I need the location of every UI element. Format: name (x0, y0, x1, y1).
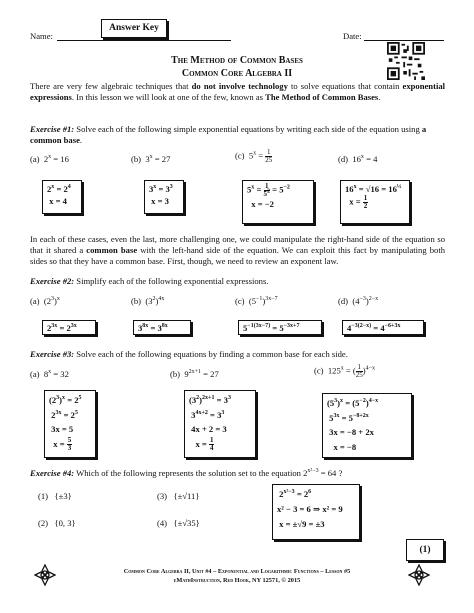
exercise-3-prompt: Exercise #3: Solve each of the following equations by finding a common base for each side. (30, 349, 348, 359)
exercise-2-prompt: Exercise #2: Simplify each of the following exponential expressions. (30, 276, 269, 286)
date-label: Date: (343, 31, 362, 41)
ex3-part-c: (c) $125^x$ = ( $\frac{1}{25}$ )$^{4-x}$ (314, 363, 376, 379)
ex2-part-d: (d) $(4^{-3})^{2-x}$ (338, 296, 379, 306)
choice-2[interactable]: (2) {0, 3} (38, 518, 76, 528)
ex2-b-answer: $3^{8x} = 3^{8x}$ (133, 320, 191, 335)
choice-1[interactable]: (1) {±3} (38, 491, 72, 501)
exercise-1-prompt: Exercise #1: Solve each of the following simple exponential equations by writing each side of the equation using a common base. (30, 124, 427, 146)
ex2-part-c: (c) $(5^{-1})^{3x-7}$ (235, 296, 278, 306)
ex3-c-answer: $(5^3)^x = (5^{-2})^{4-x}$ $5^{3x} = 5^{-8+2x}$ 3x = −8 + 2x x = −8 (322, 393, 412, 458)
answer-key-badge: Answer Key (101, 19, 167, 38)
ex1-part-a: (a) $2^x = 16$ (30, 154, 69, 164)
ex1-b-answer: $3^x = 3^3$ x = 3 (144, 180, 184, 214)
date-line[interactable] (364, 40, 444, 41)
choice-3[interactable]: (3) {±√11} (157, 491, 200, 501)
ex2-d-answer: $4^{-3(2-x)} = 4^{-6+3x}$ (342, 320, 424, 335)
ex2-c-answer: $5^{-1(3x-7)} = 5^{-3x+7}$ (238, 320, 322, 335)
exponent-law-paragraph: In each of these cases, even the last, more challenging one, we could manipulate the right-hand side of the equation so that it shared a common base with the left-hand side of the equation. We can exploit this fact by manipulating both sides so that they have a common base. First, though, we need to review an exponent law. (30, 234, 446, 267)
ex1-part-d: (d) $16^x = 4$ (338, 154, 378, 164)
ex2-a-answer: $2^{3x} = 2^{3x}$ (42, 320, 96, 335)
ex4-work: $2^{x^2-3} = 2^6$ x² − 3 = 6 ⇒ x² = 9 x = ±√9 = ±3 (272, 484, 360, 540)
ex1-part-c: (c) $5^x$ = $\frac{1}{25}$ (235, 148, 273, 164)
ex2-part-a: (a) $(2^3)^x$ (30, 296, 60, 306)
page-footer: Common Core Algebra II, Unit #4 – Exponential and Logarithmic Functions – Lesson #5 eMathInstruction, Red Hook, NY 12571, © 2015 (123, 568, 351, 585)
ex1-a-answer: $2^x = 2^4$ x = 4 (42, 180, 82, 214)
name-label: Name: (30, 31, 53, 41)
ex1-part-b: (b) $3^x = 27$ (131, 154, 171, 164)
ex2-part-b: (b) $(3^2)^{4x}$ (131, 296, 165, 306)
ex1-d-answer: $16^x = √16 = 16^{\frac{1}{2}}$ x = $\frac{1}{2}$ (340, 180, 410, 224)
ex1-c-answer: $5^x$ = $\frac{1}{5^2}$ = $5^{-2}$ x = −2 (242, 180, 314, 224)
ex3-a-answer: $(2^3)^x = 2^5$ $2^{3x} = 2^5$ 3x = 5 x = $\frac{5}{3}$ (44, 390, 96, 458)
exercise-4-prompt: Exercise #4: Which of the following represents the solution set to the equation $2^{x^2-3} = 64$ ? (30, 468, 343, 478)
ex4-answer-box: (1) (406, 539, 444, 561)
page-title: The Method of Common Bases Common Core Algebra II (171, 55, 303, 79)
ex3-b-answer: $(3^2)^{2x+1} = 3^3$ $3^{4x+2} = 3^3$ 4x + 2 = 3 x = $\frac{1}{4}$ (184, 390, 256, 458)
ex3-part-a: (a) $8^x = 32$ (30, 369, 69, 379)
intro-paragraph: There are very few algebraic techniques that do not involve technology to solve equations that contain exponential expressions. In this lesson we will look at one of the few, known as The Method of Common Bases. (30, 81, 446, 103)
ex3-part-b: (b) $9^{2x+1} = 27$ (170, 369, 219, 379)
choice-4[interactable]: (4) {±√35} (157, 518, 200, 528)
name-line[interactable] (57, 40, 231, 41)
